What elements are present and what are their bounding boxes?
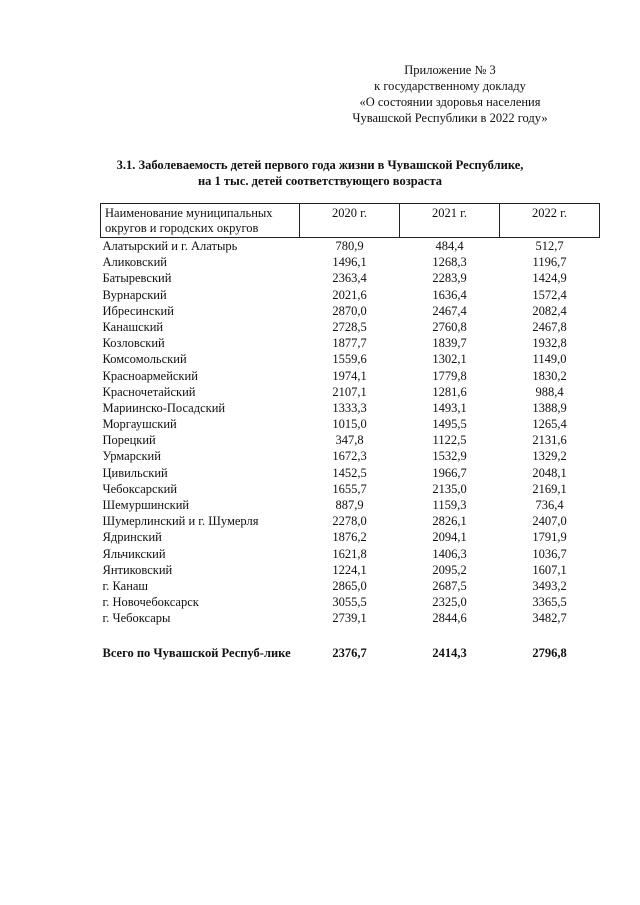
value-cell: 1036,7 xyxy=(532,546,567,561)
value-cell: 1302,1 xyxy=(432,352,467,367)
value-cell: 2467,4 xyxy=(432,303,467,318)
table-row xyxy=(101,351,600,367)
column-header-2020: 2020 г. xyxy=(300,204,400,238)
district-name-cell: Комсомольский xyxy=(102,352,187,367)
value-cell: 2687,5 xyxy=(432,578,467,593)
value-cell: 1196,7 xyxy=(532,255,567,270)
value-cell: 2739,1 xyxy=(332,611,367,626)
value-cell: 1122,5 xyxy=(432,433,467,448)
value-cell: 1877,7 xyxy=(332,336,367,351)
value-cell: 1974,1 xyxy=(332,368,367,383)
value-cell: 1532,9 xyxy=(432,449,467,464)
table-header xyxy=(101,204,600,238)
value-cell: 2826,1 xyxy=(432,514,467,529)
table-row xyxy=(101,562,600,578)
value-cell: 2095,2 xyxy=(432,562,467,577)
value-cell: 1621,8 xyxy=(332,546,367,561)
spacer-cell xyxy=(101,627,300,645)
table-body xyxy=(101,238,600,661)
district-name-cell: Красноармейский xyxy=(102,368,198,383)
table-title xyxy=(0,157,640,189)
value-cell: 3493,2 xyxy=(532,578,567,593)
table-row xyxy=(101,578,600,594)
value-cell: 1265,4 xyxy=(532,417,567,432)
value-cell: 736,4 xyxy=(535,498,564,512)
appendix-line: к государственному докладу xyxy=(374,79,526,93)
value-cell: 988,4 xyxy=(535,384,564,399)
total-value-cell: 2414,3 xyxy=(432,645,467,660)
district-name-cell: Шумерлинский и г. Шумерля xyxy=(102,514,259,529)
table-row xyxy=(101,465,600,481)
table-row xyxy=(101,432,600,448)
district-name-cell: Козловский xyxy=(102,336,165,351)
spacer-cell xyxy=(400,627,500,645)
value-cell: 1281,6 xyxy=(432,384,467,399)
district-name-cell: Чебоксарский xyxy=(102,481,178,496)
table-row xyxy=(101,497,600,513)
district-name-cell: Канашский xyxy=(102,319,164,334)
district-name-cell: Цивильский xyxy=(102,465,168,480)
value-cell: 1329,2 xyxy=(532,449,567,464)
spacer-row xyxy=(101,627,600,645)
value-cell: 1672,3 xyxy=(332,449,367,464)
value-cell: 1876,2 xyxy=(332,530,367,545)
value-cell: 1406,3 xyxy=(432,546,467,561)
value-cell: 1496,1 xyxy=(332,255,367,270)
value-cell: 2760,8 xyxy=(432,319,467,334)
appendix-line: «О состоянии здоровья населения xyxy=(359,95,541,109)
appendix-line: Чувашской Республики в 2022 году» xyxy=(352,111,548,125)
table-row xyxy=(101,610,600,626)
district-name-cell: Вурнарский xyxy=(102,287,167,302)
value-cell: 1493,1 xyxy=(432,400,467,415)
district-name-cell: Урмарский xyxy=(102,449,161,464)
value-cell: 1839,7 xyxy=(432,336,467,351)
value-cell: 484,4 xyxy=(435,239,464,253)
value-cell: 1655,7 xyxy=(332,481,367,496)
district-name-cell: Батыревский xyxy=(102,271,172,286)
value-cell: 1791,9 xyxy=(532,530,567,545)
value-cell: 1224,1 xyxy=(332,562,367,577)
value-cell: 1572,4 xyxy=(532,287,567,302)
total-row xyxy=(101,645,600,661)
table-row xyxy=(101,416,600,432)
value-cell: 2728,5 xyxy=(332,319,367,334)
column-header-2022: 2022 г. xyxy=(500,204,600,238)
district-name-cell: Ядринский xyxy=(102,530,162,545)
district-name-cell: Алатырский и г. Алатырь xyxy=(102,239,238,253)
district-name-cell: Янтиковский xyxy=(102,562,173,577)
value-cell: 1388,9 xyxy=(532,400,567,415)
value-cell: 2870,0 xyxy=(332,303,367,318)
value-cell: 512,7 xyxy=(535,239,564,253)
district-name-cell: г. Чебоксары xyxy=(102,611,171,626)
value-cell: 1452,5 xyxy=(332,465,367,480)
value-cell: 1333,3 xyxy=(332,400,367,415)
value-cell: 1932,8 xyxy=(532,336,567,351)
appendix-line: Приложение № 3 xyxy=(404,63,496,77)
total-value-cell: 2376,7 xyxy=(332,645,367,660)
value-cell: 1159,3 xyxy=(432,498,467,512)
table-row xyxy=(101,238,600,255)
value-cell: 2082,4 xyxy=(532,303,567,318)
district-name-cell: Ибресинский xyxy=(102,303,174,318)
district-name-cell: Аликовский xyxy=(102,255,167,270)
column-header-2021: 2021 г. xyxy=(400,204,500,238)
value-cell: 2107,1 xyxy=(332,384,367,399)
table-row xyxy=(101,513,600,529)
spacer-cell xyxy=(500,627,600,645)
table-row xyxy=(101,335,600,351)
value-cell: 2131,6 xyxy=(532,433,567,448)
district-name-cell: г. Канаш xyxy=(102,578,149,593)
district-name-cell: Моргаушский xyxy=(102,417,177,432)
district-name-cell: Красночетайский xyxy=(102,384,196,399)
value-cell: 2135,0 xyxy=(432,481,467,496)
table-row xyxy=(101,303,600,319)
value-cell: 1636,4 xyxy=(432,287,467,302)
value-cell: 2169,1 xyxy=(532,481,567,496)
value-cell: 1559,6 xyxy=(332,352,367,367)
value-cell: 1268,3 xyxy=(432,255,467,270)
district-name-cell: Мариинско-Посадский xyxy=(102,400,226,415)
value-cell: 2467,8 xyxy=(532,319,567,334)
value-cell: 1779,8 xyxy=(432,368,467,383)
value-cell: 2325,0 xyxy=(432,595,467,610)
appendix-note xyxy=(300,62,600,126)
spacer-cell xyxy=(300,627,400,645)
table-title-line-2: на 1 тыс. детей соответствующего возраста xyxy=(197,174,443,188)
value-cell: 2407,0 xyxy=(532,514,567,529)
value-cell: 887,9 xyxy=(335,498,364,512)
table-row xyxy=(101,287,600,303)
district-name-cell: Шемуршинский xyxy=(102,498,190,512)
value-cell: 1966,7 xyxy=(432,465,467,480)
table-row xyxy=(101,270,600,286)
value-cell: 2278,0 xyxy=(332,514,367,529)
district-name-cell: Яльчикский xyxy=(102,546,166,561)
value-cell: 2283,9 xyxy=(432,271,467,286)
value-cell: 2865,0 xyxy=(332,578,367,593)
value-cell: 1424,9 xyxy=(532,271,567,286)
value-cell: 1149,0 xyxy=(532,352,567,367)
table-row xyxy=(101,594,600,610)
total-value-cell: 2796,8 xyxy=(532,645,567,660)
value-cell: 3055,5 xyxy=(332,595,367,610)
value-cell: 347,8 xyxy=(335,433,364,448)
table-row xyxy=(101,384,600,400)
value-cell: 2844,6 xyxy=(432,611,467,626)
table-row xyxy=(101,448,600,464)
value-cell: 1607,1 xyxy=(532,562,567,577)
value-cell: 3365,5 xyxy=(532,595,567,610)
value-cell: 2021,6 xyxy=(332,287,367,302)
table-row xyxy=(101,319,600,335)
table-row xyxy=(101,481,600,497)
column-header-name: Наименование муниципальных округов и городских округов xyxy=(101,204,300,238)
table-row xyxy=(101,529,600,545)
value-cell: 2048,1 xyxy=(532,465,567,480)
value-cell: 1015,0 xyxy=(332,417,367,432)
value-cell: 780,9 xyxy=(335,239,364,253)
table-row xyxy=(101,400,600,416)
district-name-cell: г. Новочебоксарск xyxy=(102,595,199,610)
morbidity-table xyxy=(100,203,600,661)
value-cell: 3482,7 xyxy=(532,611,567,626)
header-row xyxy=(101,204,600,238)
table-row xyxy=(101,254,600,270)
table-row xyxy=(101,546,600,562)
value-cell: 1495,5 xyxy=(432,417,467,432)
district-name-cell: Порецкий xyxy=(102,433,156,448)
total-label-cell: Всего по Чувашской Респуб-лике xyxy=(102,645,291,660)
table-title-line-1: 3.1. Заболеваемость детей первого года жизни в Чувашской Республике, xyxy=(116,158,524,172)
value-cell: 2094,1 xyxy=(432,530,467,545)
table-row xyxy=(101,368,600,384)
value-cell: 2363,4 xyxy=(332,271,367,286)
value-cell: 1830,2 xyxy=(532,368,567,383)
